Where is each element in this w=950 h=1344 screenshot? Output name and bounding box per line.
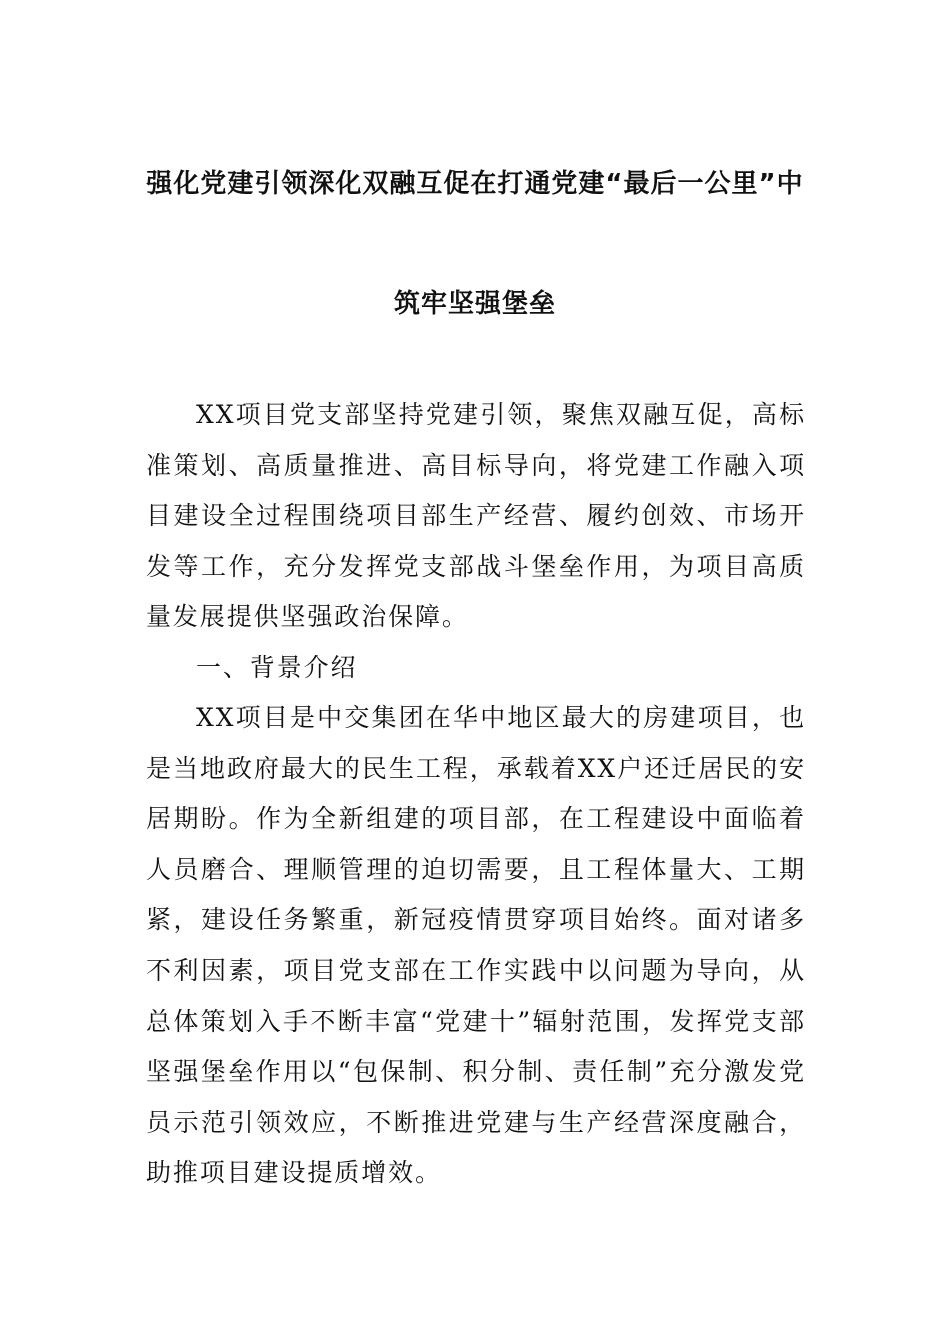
section-heading-background: 一、背景介绍	[196, 653, 358, 682]
document-title-line-2: 筑牢坚强堡垒	[393, 289, 556, 319]
background-paragraph: XX项目是中交集团在华中地区最大的房建项目，也是当地政府最大的民生工程，承载着XX户还迁居民的安居期盼。作为全新组建的项目部，在工程建设中面临着人员磨合、理顺管理的迫切需要，且工程体量大、工期紧，建设任务繁重，新冠疫情贯穿项目始终。面对诸多不利因素，项目党支部在工作实践中以问题为导向，从总体策划入手不断丰富“党建十”辐射范围，发挥党支部坚强堡垒作用以“包保制、积分制、责任制”充分激发党员示范引领效应，不断推进党建与生产经营深度融合，助推项目建设提质增效。	[146, 703, 806, 1188]
document-title-line-1: 强化党建引领深化双融互促在打通党建“最后一公里”中	[146, 169, 804, 199]
intro-paragraph: XX项目党支部坚持党建引领，聚焦双融互促，高标准策划、高质量推进、高目标导向，将党建工作融入项目建设全过程围绕项目部生产经营、履约创效、市场开发等工作，充分发挥党支部战斗堡垒作用，为项目高质量发展提供坚强政治保障。	[146, 400, 806, 632]
